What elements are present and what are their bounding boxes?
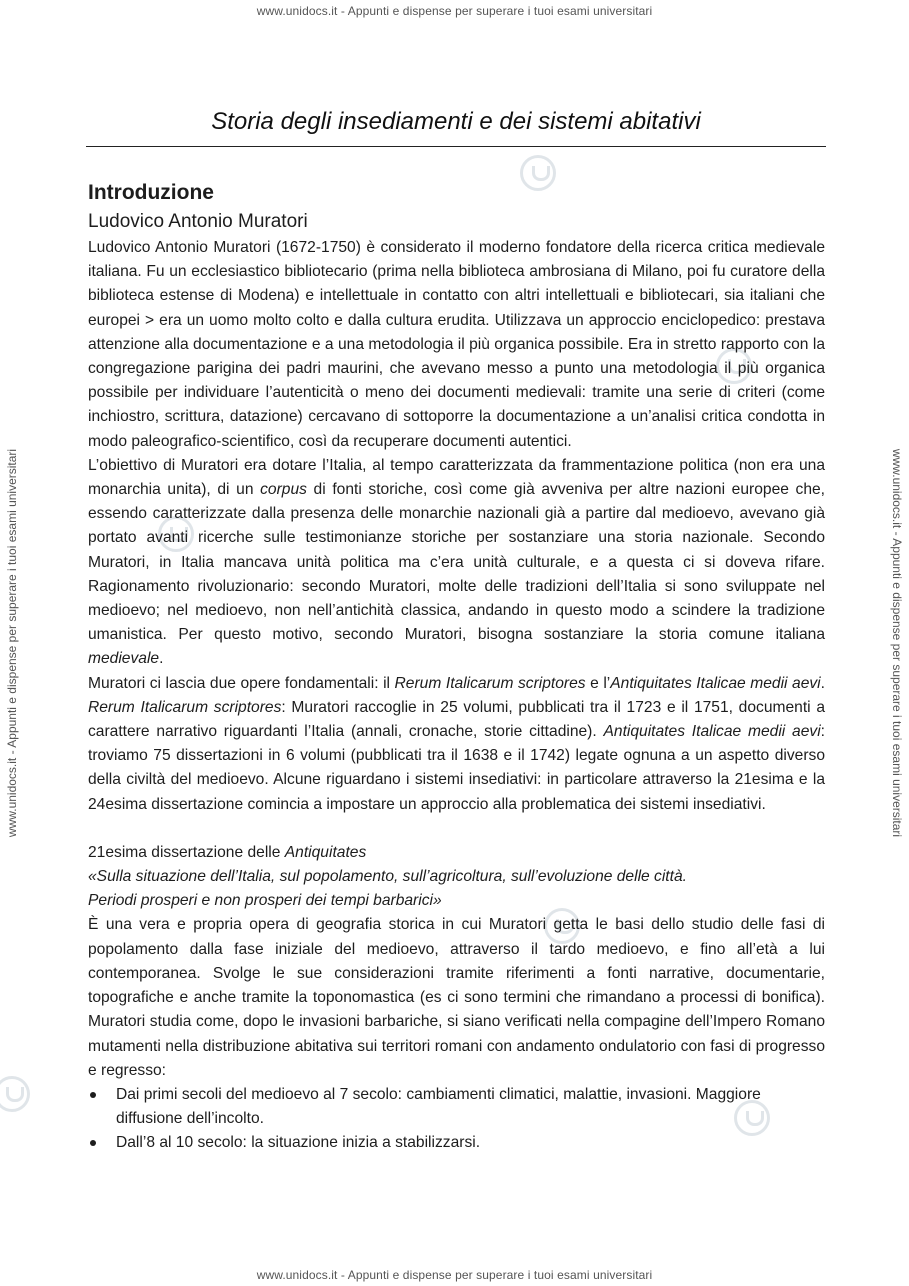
quote-line: Periodi prosperi e non prosperi dei tempi barbarici» <box>88 892 442 910</box>
paragraph: Ludovico Antonio Muratori (1672-1750) è considerato il moderno fondatore della ricerca critica medievale italiana. Fu un ecclesiastico bibliotecario (prima nella biblioteca ambrosiana di Milano, poi fu curatore della biblioteca estense di Modena) e intellettuale in contatto con altri intellettuali e bibliotecari, sia italiani che europei > era un uomo molto colto e dalla cultura erudita. Utilizzava un approccio enciclopedico: prestava attenzione alla documentazione e a una metodologia il più organica possibile. Era in stretto rapporto con la congregazione parigina dei padri maurini, che avevano messo a punto una metodologia il più organica possibile per individuare l’autenticità o meno dei documenti medievali: tramite una serie di criteri (come inchiostro, scrittura, datazione) cercavano di sottoporre la documentazione a un’analisi critica condotta in modo paleografico-scientifico, così da recuperare documenti autentici. <box>88 239 825 450</box>
paragraph: È una vera e propria opera di geografia storica in cui Muratori getta le basi dello studio delle fasi di popolamento dalla fase iniziale del medioevo, attraverso il tardo medioevo, e fino all’età a lui contemporanea. Svolge le sue considerazioni tramite riferimenti a fonti narrative, documentarie, topografiche e anche tramite la toponomastica (es ci sono termini che rimandano a processi di bonifica). Muratori studia come, dopo le invasioni barbariche, si siano verificati nella compagine dell’Impero Romano mutamenti nella distribuzione abitativa sui territori romani con andamento ondulatorio con fasi di progresso e regresso: <box>88 916 825 1079</box>
list-item: Dai primi secoli del medioevo al 7 secolo: cambiamenti climatici, malattie, invasioni. Maggiore diffusione dell’incolto. <box>88 1083 825 1131</box>
list-item: Dall’8 al 10 secolo: la situazione inizia a stabilizzarsi. <box>88 1131 825 1155</box>
subsection-heading: Ludovico Antonio Muratori <box>88 211 308 232</box>
watermark-logo-icon <box>0 1076 30 1112</box>
document-body <box>88 178 825 1156</box>
right-watermark-banner: www.unidocs.it - Appunti e dispense per superare i tuoi esami universitari <box>890 448 904 838</box>
quote-line: «Sulla situazione dell’Italia, sul popolamento, sull’agricoltura, sull’evoluzione delle città. <box>88 868 687 886</box>
bottom-watermark-banner: www.unidocs.it - Appunti e dispense per superare i tuoi esami universitari <box>256 1268 653 1282</box>
spacer <box>88 817 825 841</box>
dissertation-heading: 21esima dissertazione delle Antiquitates <box>88 843 367 861</box>
paragraph: L’obiettivo di Muratori era dotare l’Italia, al tempo caratterizzata da frammentazione politica (non era una monarchia unita), di un corpus di fonti storiche, così come già avveniva per altre nazioni europee che, essendo caratterizzate dalla presenza delle monarchie nazionali già a partire dal medioevo, avevano già portato avanti ricerche sulle testimonianze storiche per sostanziare una storia nazionale. Secondo Muratori, in Italia mancava unità politica ma c’era unità culturale, e a questa ci si doveva rifare. Ragionamento rivoluzionario: secondo Muratori, molte delle tradizioni dell’Italia si sono sviluppate nel medioevo; nel medioevo, non nell’antichità classica, andando in questo modo a scindere la tradizione umanistica. Per questo motivo, secondo Muratori, bisogna sostanziare la storia comune italiana medievale. <box>88 456 826 668</box>
document-title: Storia degli insediamenti e dei sistemi abitativi <box>211 108 701 135</box>
bullet-list <box>88 1083 825 1156</box>
section-heading: Introduzione <box>88 181 214 204</box>
title-divider <box>86 146 826 147</box>
paragraph: Muratori ci lascia due opere fondamentali: il Rerum Italicarum scriptores e l’Antiquitates Italicae medii aevi. Rerum Italicarum scriptores: Muratori raccoglie in 25 volumi, pubblicati tra il 1723 e il 1751, documenti a carattere narrativo riguardanti l’Italia (annali, cronache, storie cittadine). Antiquitates Italicae medii aevi: troviamo 75 dissertazioni in 6 volumi (pubblicati tra il 1638 e il 1742) legate ognuna a un aspetto diverso della civiltà del medioevo. Alcune riguardano i sistemi insediativi: in particolare attraverso la 21esima e la 24esima dissertazione comincia a impostare un approccio alla problematica dei sistemi insediativi. <box>88 674 826 813</box>
top-watermark-banner: www.unidocs.it - Appunti e dispense per superare i tuoi esami universitari <box>256 4 653 18</box>
left-watermark-banner: www.unidocs.it - Appunti e dispense per superare i tuoi esami universitari <box>5 448 19 838</box>
